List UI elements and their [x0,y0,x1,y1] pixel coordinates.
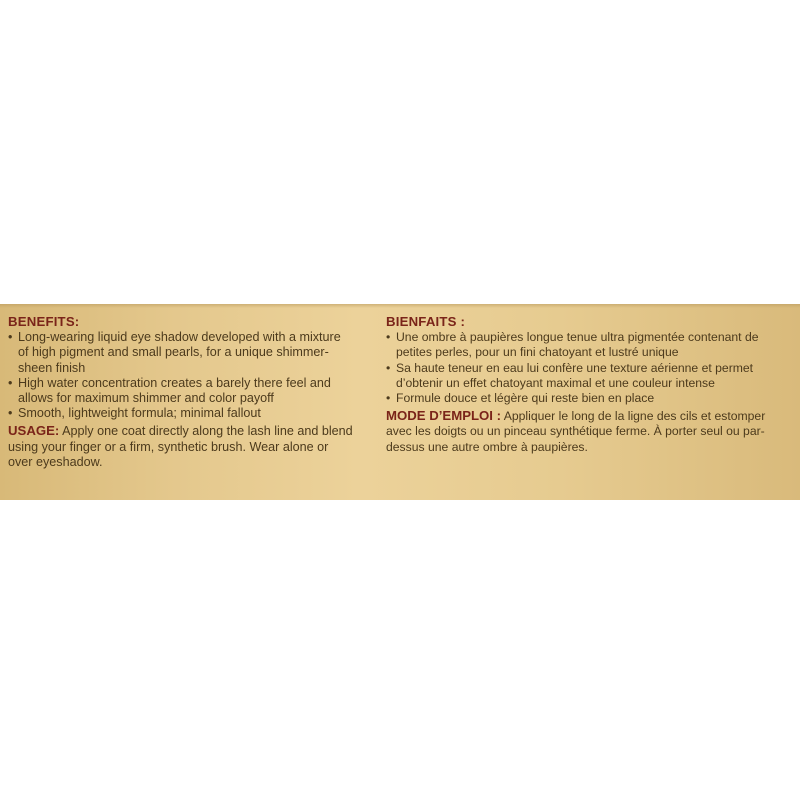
benefit-item: • Smooth, lightweight formula; minimal fallout [8,406,353,421]
product-label-panel [0,304,800,500]
usage-text: Apply one coat directly along the lash line and blend using your finger or a firm, synthetic brush. Wear alone or over eyeshadow. [8,424,353,469]
bienfait-item: • Formule douce et légère qui reste bien en place [386,391,786,406]
benefits-heading: BENEFITS: [8,314,80,329]
bienfait-item: • Sa haute teneur en eau lui confère une texture aérienne et permet d’obtenir un effet chatoyant maximal et une couleur intense [386,361,786,391]
benefits-list [8,330,353,421]
mode-emploi-heading: MODE D’EMPLOI : [386,408,502,424]
benefit-item: • High water concentration creates a barely there feel and allows for maximum shimmer and color payoff [8,376,353,406]
usage-heading: USAGE: [8,423,60,439]
mode-emploi-text: Appliquer le long de la ligne des cils et estomper avec les doigts ou un pinceau synthétique ferme. À porter seul ou par-dessus une autre ombre à paupières. [386,409,766,454]
bienfaits-heading: BIENFAITS : [386,314,466,329]
bienfaits-list [386,330,786,406]
benefit-item: • Long-wearing liquid eye shadow developed with a mixture of high pigment and small pearls, for a unique shimmer-sheen finish [8,330,353,376]
bienfait-item: • Une ombre à paupières longue tenue ultra pigmentée contenant de petites perles, pour un fini chatoyant et lustré unique [386,330,786,360]
usage-section [8,423,353,470]
french-column [386,314,786,455]
mode-emploi-section [386,408,786,455]
english-column [8,314,353,470]
